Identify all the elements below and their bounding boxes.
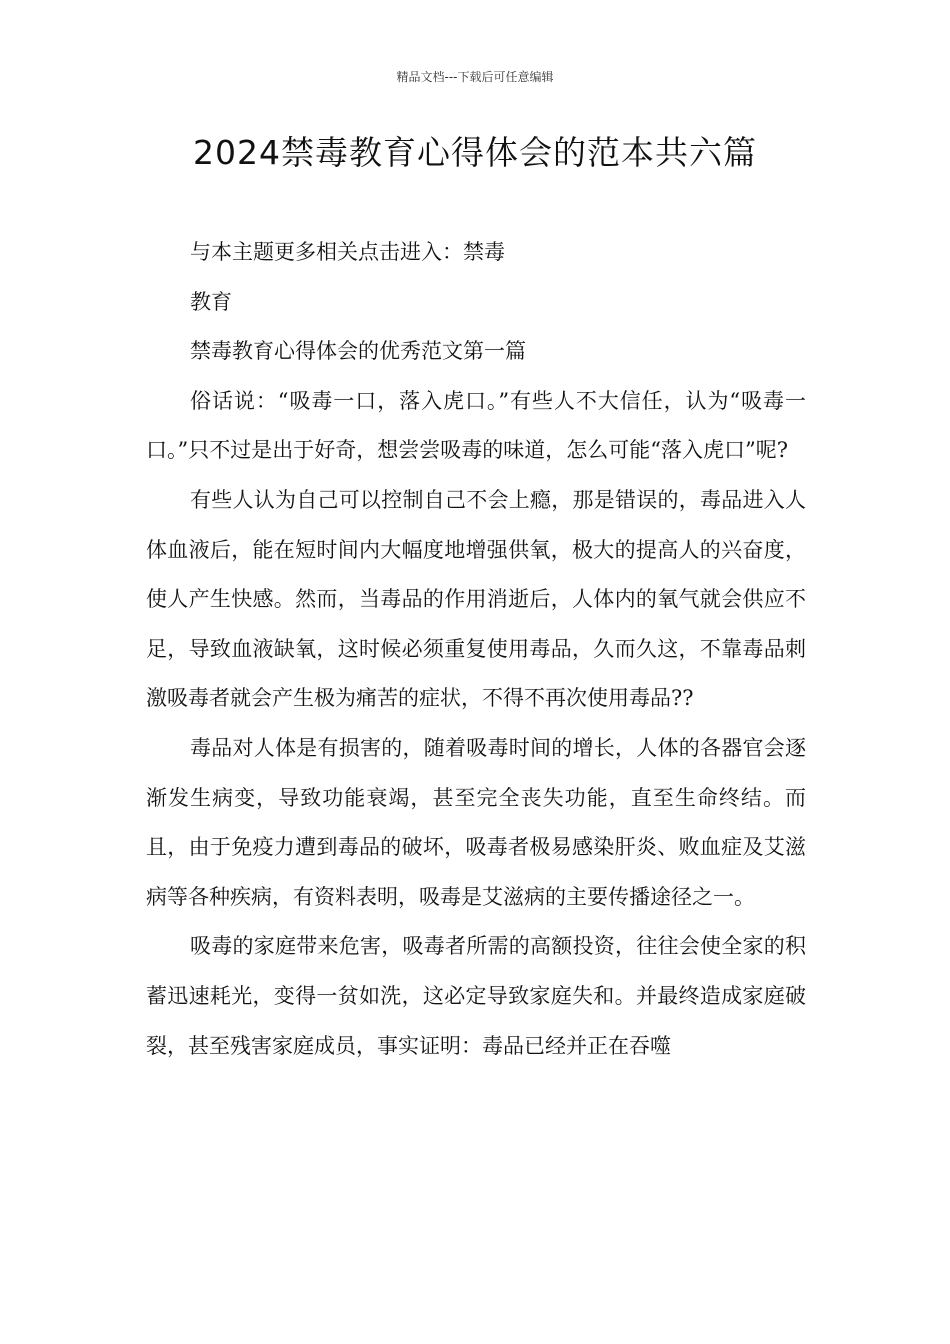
related-links-line bbox=[146, 228, 806, 278]
paragraph-1: 俗话说：“吸毒一口，落入虎口。”有些人不大信任，认为“吸毒一口。”只不过是出于好奇，想尝尝吸毒的味道，怎么可能“落入虎口”呢? bbox=[146, 388, 806, 463]
section-title: 禁毒教育心得体会的优秀范文第一篇 bbox=[190, 339, 526, 364]
paragraph-4: 吸毒的家庭带来危害，吸毒者所需的高额投资，往往会使全家的积蓄迅速耗光，变得一贫如洗，这必定导致家庭失和。并最终造成家庭破裂，甚至残害家庭成员，事实证明：毒品已经并正在吞噬 bbox=[146, 934, 806, 1058]
related-link-jiaoyu[interactable]: 教育 bbox=[190, 289, 232, 314]
document-title: 2024禁毒教育心得体会的范本共六篇 bbox=[193, 133, 757, 172]
header-note: 精品文档---下载后可任意编辑 bbox=[396, 70, 554, 84]
paragraph-2: 有些人认为自己可以控制自己不会上瘾，那是错误的，毒品进入人体血液后，能在短时间内大幅度地增强供氧，极大的提高人的兴奋度，使人产生快感。然而，当毒品的作用消逝后，人体内的氧气就会供应不足，导致血液缺氧，这时候必须重复使用毒品，久而久这，不靠毒品刺激吸毒者就会产生极为痛苦的症状，不得不再次使用毒品?? bbox=[146, 487, 806, 711]
related-link-jindu[interactable]: 禁毒 bbox=[463, 240, 505, 264]
related-link-jiaoyu-line bbox=[146, 278, 806, 328]
document-body bbox=[146, 228, 806, 1071]
related-prefix: 与本主题更多相关点击进入： bbox=[190, 240, 463, 264]
paragraph-3: 毒品对人体是有损害的，随着吸毒时间的增长，人体的各器官会逐渐发生病变，导致功能衰竭，甚至完全丧失功能，直至生命终结。而且，由于免疫力遭到毒品的破坏，吸毒者极易感染肝炎、败血症及艾滋病等各种疾病，有资料表明，吸毒是艾滋病的主要传播途径之一。 bbox=[146, 735, 806, 909]
